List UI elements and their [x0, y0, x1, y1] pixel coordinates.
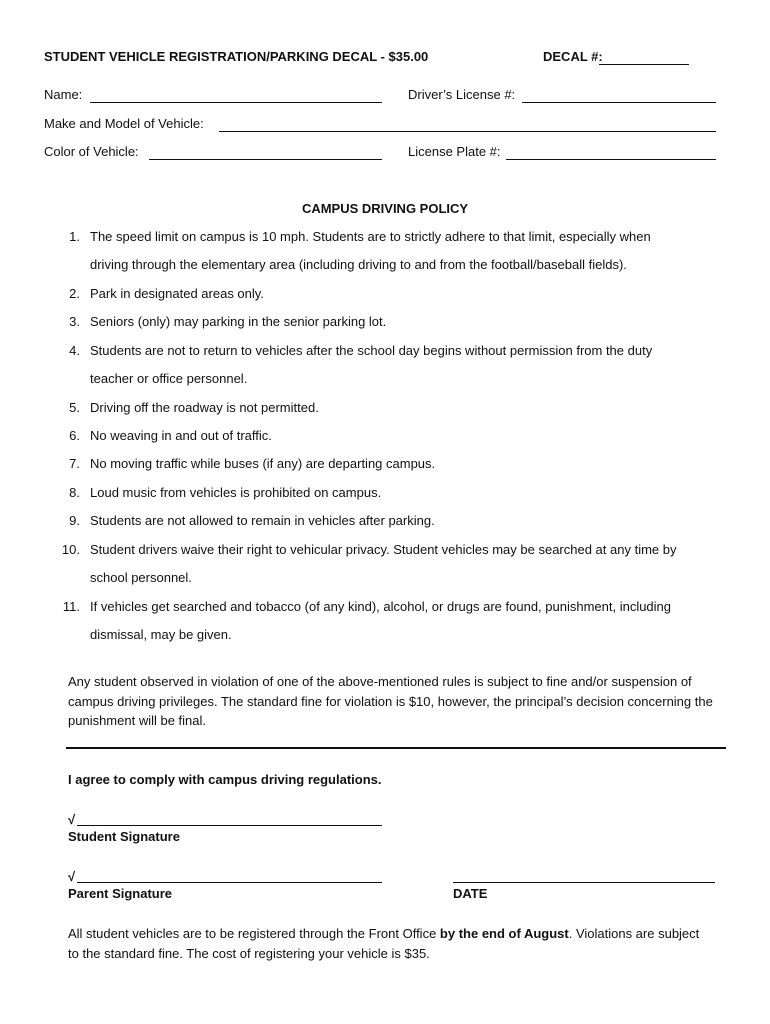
make-model-label: Make and Model of Vehicle:: [44, 116, 204, 131]
item-number: 2.: [69, 286, 80, 301]
item-text: If vehicles get searched and tobacco (of any kind), alcohol, or drugs are found, punishment, including: [90, 599, 672, 614]
item-number: 10.: [61, 542, 80, 557]
item-number: 11.: [62, 599, 80, 614]
decal-number-input[interactable]: [599, 49, 689, 65]
violation-note: Any student observed in violation of one of the above-mentioned rules is subject to fine and/or suspension of campus driving privileges. The standard fine for violation is $10, however, the principal’s decision concerning the punishment will be final.: [68, 674, 713, 728]
item-text: The speed limit on campus is 10 mph. Students are to strictly adhere to that limit, especially when: [90, 229, 651, 244]
item-number: 7.: [69, 456, 80, 471]
drivers-license-label: Driver’s License #:: [408, 87, 516, 102]
item-text: Driving off the roadway is not permitted.: [90, 400, 319, 415]
agreement-statement: I agree to comply with campus driving regulations.: [68, 772, 382, 787]
license-plate-input[interactable]: [506, 144, 716, 160]
item-text: dismissal, may be given.: [90, 627, 232, 642]
parent-signature-label: Parent Signature: [68, 886, 173, 901]
student-signature-line[interactable]: [77, 825, 382, 826]
item-text: Student drivers waive their right to vehicular privacy. Student vehicles may be searched at any time by: [90, 542, 677, 557]
item-text: Park in designated areas only.: [90, 286, 264, 301]
item-text: driving through the elementary area (including driving to and from the football/baseball fields).: [90, 257, 627, 272]
student-signature-label: Student Signature: [68, 829, 180, 844]
form-title: STUDENT VEHICLE REGISTRATION/PARKING DECAL - $35.00: [44, 49, 429, 64]
item-text: Seniors (only) may parking in the senior parking lot.: [90, 314, 387, 329]
item-text: Students are not allowed to remain in vehicles after parking.: [90, 513, 435, 528]
parent-signature-line[interactable]: [77, 882, 382, 883]
divider: [66, 747, 726, 749]
item-number: 5.: [69, 400, 80, 415]
footer-text: All student vehicles are to be registered through the Front Office: [68, 926, 440, 941]
name-label: Name:: [44, 87, 83, 102]
make-model-input[interactable]: [219, 116, 716, 132]
check-mark-icon: √: [68, 812, 76, 827]
color-label: Color of Vehicle:: [44, 144, 139, 159]
item-number: 1.: [69, 229, 80, 244]
item-text: No moving traffic while buses (if any) are departing campus.: [90, 456, 436, 471]
registration-deadline: by the end of August: [439, 926, 569, 941]
drivers-license-input[interactable]: [522, 87, 716, 103]
footer-note: [68, 924, 708, 963]
item-number: 8.: [69, 485, 80, 500]
color-input[interactable]: [149, 144, 382, 160]
item-text: Loud music from vehicles is prohibited on campus.: [90, 485, 382, 500]
item-text: teacher or office personnel.: [90, 371, 248, 386]
date-line[interactable]: [453, 882, 715, 883]
item-number: 4.: [69, 343, 80, 358]
item-text: Students are not to return to vehicles after the school day begins without permission from the duty: [90, 343, 653, 358]
license-plate-label: License Plate #:: [408, 144, 501, 159]
item-text: No weaving in and out of traffic.: [90, 428, 272, 443]
check-mark-icon: √: [68, 869, 76, 884]
decal-label: DECAL #:: [543, 49, 603, 64]
item-number: 3.: [69, 314, 80, 329]
item-number: 9.: [69, 513, 80, 528]
date-label: DATE: [453, 886, 488, 901]
policy-heading: CAMPUS DRIVING POLICY: [301, 201, 469, 216]
item-number: 6.: [69, 428, 80, 443]
item-text: school personnel.: [90, 570, 192, 585]
name-input[interactable]: [90, 87, 382, 103]
footer-text: . Violations are subject to the standard fine. The cost of registering your vehicle is $35.: [68, 926, 700, 961]
